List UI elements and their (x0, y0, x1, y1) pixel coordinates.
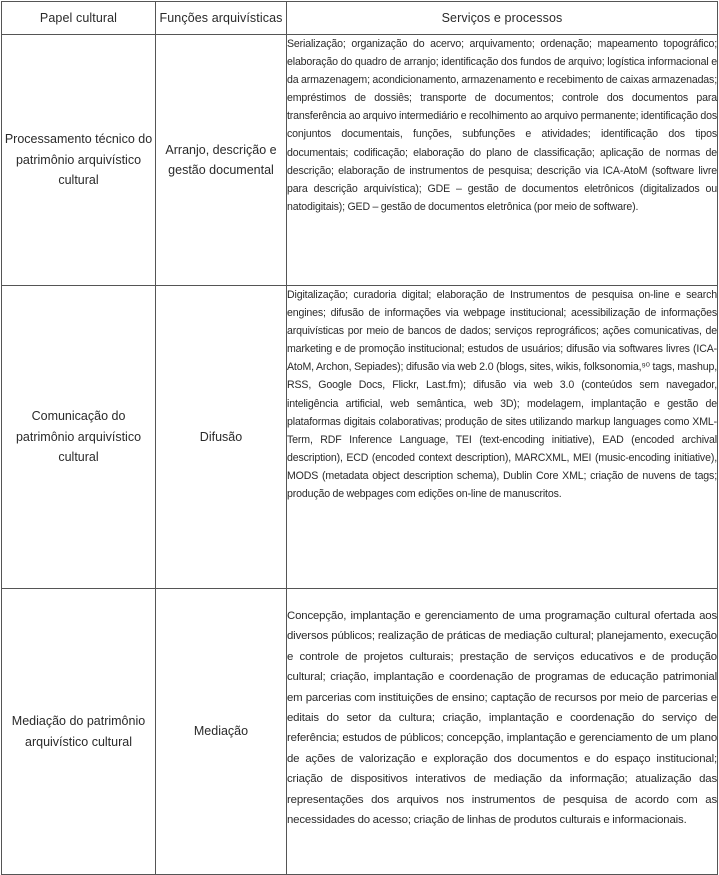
role-cell (2, 589, 156, 875)
function-text: Arranjo, descrição e gestão documental (165, 142, 277, 177)
function-cell (156, 286, 287, 589)
header-services-processes: Serviços e processos (287, 2, 718, 35)
function-text: Difusão (199, 429, 243, 444)
header-archival-functions: Funções arquivísticas (156, 2, 287, 35)
services-text: Digitalização; curadoria digital; elaboração de Instrumentos de pesquisa on-line e search engines; difusão de informações via webpage institucional; acessibilização de informações arquivísticas por meio de bancos de dados; serviços reprográficos; ações comunicativas, de marketing e de promoção institucional; estudos de usuários; difusão via softwares livres (ICA-AtoM, Archon, Sepiades); difusão via web 2.0 (blogs, sites, wikis, folksonomia,⁹⁰ tags, mashup, RSS, Google Docs, Flickr, Last.fm); difusão via web 3.0 (conteúdos sem navegador, inteligência artificial, web semântica, web 3D); modelagem, implantação e gestão de plataformas digitais colaborativas; produção de sites utilizando markup languages como XML-Term, RDF Inference Language, TEI (text-encoding initiative), EAD (encoded archival description), ECD (encoded context description), MARCXML, MEI (music-encoding initiative), MODS (metadata object description schema), Dublin Core XML; criação de nuvens de tags; produção de webpages com edições on-line de manuscritos. (287, 289, 717, 501)
services-text: Serialização; organização do acervo; arquivamento; ordenação; mapeamento topográfico; elaboração do quadro de arranjo; identificação dos fundos de arquivo; logística informacional e da armazenagem; acondicionamento, armazenamento e recebimento de caixas armazenadas; empréstimos de dossiês; transporte de documentos; controle dos documentos para transferência ao arquivo intermediário e recolhimento ao arquivo permanente; identificação dos conjuntos documentais, funções, subfunções e atividades; identificação dos tipos documentais; codificação; elaboração do plano de classificação; aplicação de normas de descrição; elaboração de instrumentos de pesquisa; descrição via ICA-AtoM (software livre para descrição arquivística); GDE – gestão de documentos eletrônicos (digitalizados ou natodigitais); GED – gestão de documentos eletrônica (por meio de software). (287, 38, 717, 213)
role-cell (2, 286, 156, 589)
services-cell (287, 286, 718, 589)
services-cell (287, 589, 718, 875)
role-cell (2, 35, 156, 286)
table-row (2, 35, 718, 286)
table-row (2, 589, 718, 875)
function-text: Mediação (193, 724, 249, 739)
function-cell (156, 35, 287, 286)
role-text: Mediação do patrimônio arquivístico cultural (11, 714, 146, 749)
cultural-roles-table (1, 1, 718, 875)
role-text: Comunicação do patrimônio arquivístico cultural (15, 409, 142, 465)
table-row (2, 286, 718, 589)
services-text: Concepção, implantação e gerenciamento de uma programação cultural ofertada aos diversos públicos; realização de práticas de mediação cultural; planejamento, execução e controle de projetos culturais; prestação de serviços educativos e de produção cultural; criação, implantação e coordenação de programas de educação patrimonial em parcerias com instituições de ensino; captação de recursos por meio de parcerias e editais do setor da cultura; criação, implantação e coordenação do serviço de referência; estudos de públicos; concepção, implantação e gerenciamento de um plano de ações de valorização e exploração dos documentos e do espaço institucional; criação de dispositivos interativos de mediação da informação; atualização das representações dos arquivos nos instrumentos de pesquisa de acordo com as necessidades do acesso; criação de linhas de produtos culturais e informacionais. (287, 610, 717, 827)
header-cultural-role: Papel cultural (2, 2, 156, 35)
role-text: Processamento técnico do patrimônio arquivístico cultural (4, 132, 153, 188)
function-cell (156, 589, 287, 875)
services-cell (287, 35, 718, 286)
table-header-row (2, 2, 718, 35)
